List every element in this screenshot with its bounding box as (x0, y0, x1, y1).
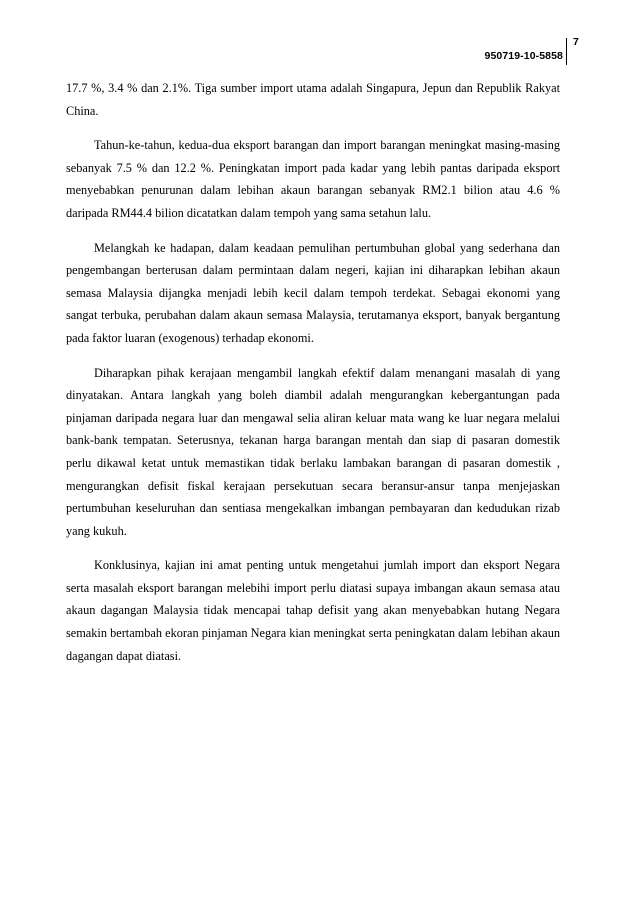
header-divider (566, 38, 567, 65)
paragraph-outlook: Melangkah ke hadapan, dalam keadaan pemulihan pertumbuhan global yang sederhana dan pengembangan berterusan dalam permintaan dalam negeri, kajian ini diharapkan lebihan akaun semasa Malaysia dijangka menjadi lebih kecil dalam tempoh terdekat. Sebagai ekonomi yang sangat terbuka, perubahan dalam akaun semasa Malaysia, terutamanya eksport, banyak bergantung pada faktor luaran (exogenous) terhadap ekonomi. (66, 240, 560, 345)
page-number: 7 (573, 36, 579, 48)
document-body (66, 77, 560, 679)
paragraph-conclusion: Konklusinya, kajian ini amat penting untuk mengetahui jumlah import dan eksport Negara serta masalah eksport barangan melebihi import perlu diatasi supaya imbangan akaun semasa atau akaun dagangan Malaysia tidak mencapai tahap defisit yang akan menyebabkan hutang Negara semakin bertambah ekoran pinjaman Negara kian meningkat serta peningkatan dalam lebihan akaun dagangan dapat diatasi. (66, 558, 560, 663)
paragraph-continuation: 17.7 %, 3.4 % dan 2.1%. Tiga sumber import utama adalah Singapura, Jepun dan Republik Rakyat China. (66, 81, 560, 118)
document-id: 950719-10-5858 (484, 50, 563, 62)
paragraph-trade-growth: Tahun-ke-tahun, kedua-dua eksport barangan dan import barangan meningkat masing-masing sebanyak 7.5 % dan 12.2 %. Peningkatan import pada kadar yang lebih pantas daripada eksport menyebabkan penurunan dalam lebihan akaun barangan sebanyak RM2.1 bilion atau 4.6 % daripada RM44.4 bilion dicatatkan dalam tempoh yang sama setahun lalu. (66, 138, 560, 220)
paragraph-government-measures: Diharapkan pihak kerajaan mengambil langkah efektif dalam menangani masalah di yang dinyatakan. Antara langkah yang boleh diambil adalah mengurangkan kebergantungan pada pinjaman daripada negara luar dan mengawal selia aliran keluar mata wang ke luar negara melalui bank-bank tempatan. Seterusnya, tekanan harga barangan mentah dan siap di pasaran domestik perlu dikawal ketat untuk memastikan tidak berlaku lambakan barangan di pasaran domestik , mengurangkan defisit fiskal kerajaan persekutuan secara beransur-ansur tanpa menjejaskan pertumbuhan keseluruhan dan sentiasa mengekalkan imbangan pembayaran dan kedudukan rizab yang kukuh. (66, 365, 560, 538)
